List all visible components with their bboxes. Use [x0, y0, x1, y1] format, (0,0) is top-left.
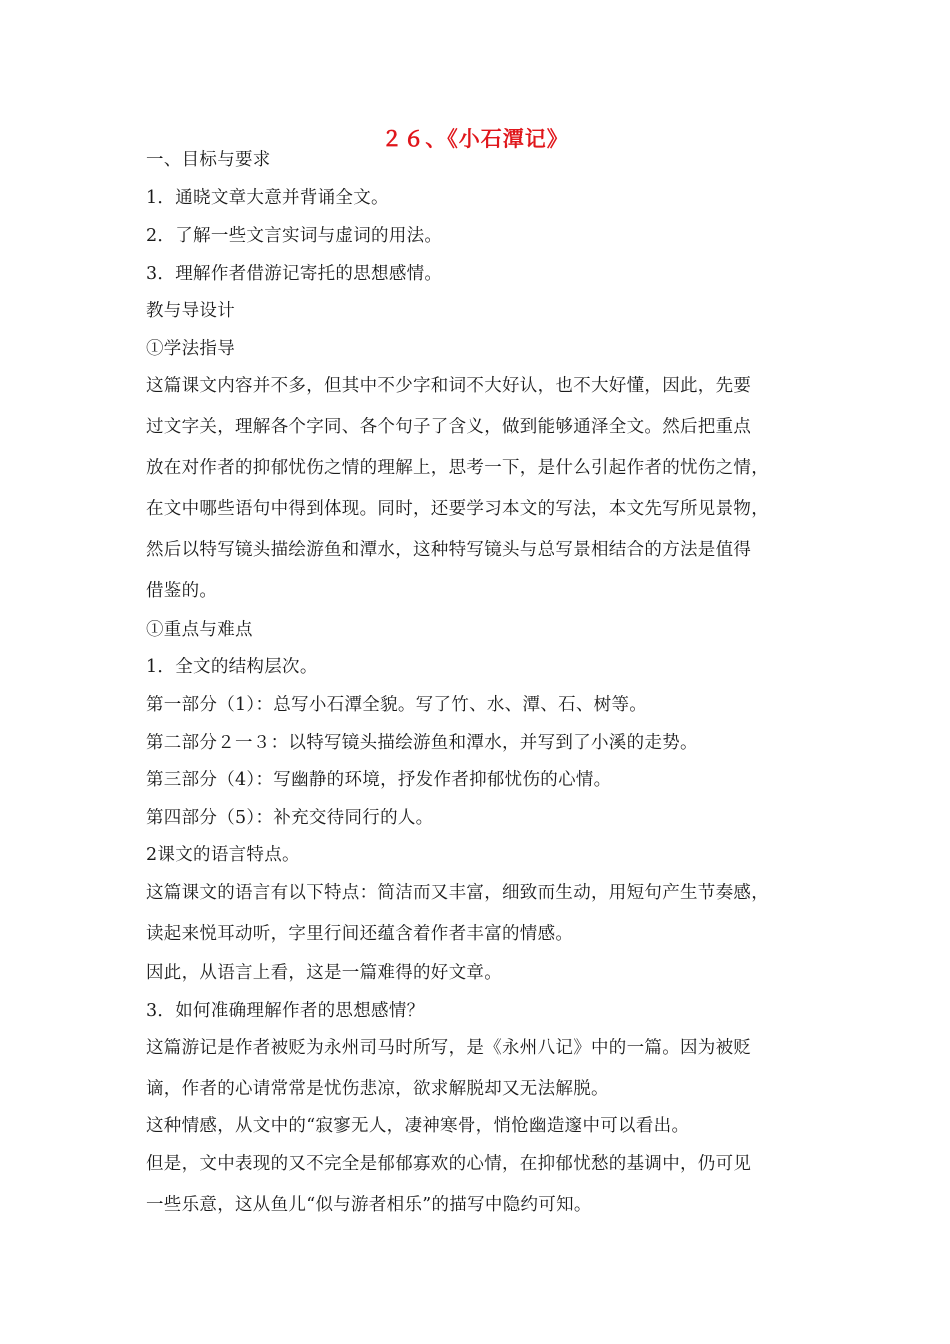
structure-line: 第一部分（1）：总写小石潭全貌。写了竹、水、潭、石、树等。 [146, 695, 648, 715]
paragraph-line: 读起来悦耳动听，字里行间还蕴含着作者丰富的情感。 [146, 924, 574, 944]
heading-method: ①学法指导 [146, 339, 235, 359]
structure-line: 第四部分（5）：补充交待同行的人。 [146, 808, 434, 828]
paragraph-line: 过文字关，理解各个字同、各个句子了含义，做到能够通泽全文。然后把重点 [146, 417, 752, 437]
paragraph-line: 这篇课文内容并不多，但其中不少字和词不大好认，也不大好懂，因此，先要 [146, 376, 752, 396]
paragraph-line: 但是，文中表现的又不完全是郁郁寡欢的心情，在抑郁忧愁的基调中，仍可见 [146, 1154, 752, 1174]
paragraph-line: 借鉴的。 [146, 581, 218, 601]
structure-line: 第二部分２一３：以特写镜头描绘游鱼和潭水，并写到了小溪的走势。 [146, 733, 698, 753]
key-point-item: 3．如何准确理解作者的思想感情？ [146, 1001, 425, 1021]
paragraph-line: 一些乐意，这从鱼儿“似与游者相乐”的描写中隐约可知。 [146, 1195, 592, 1215]
goal-item: 1．通晓文章大意并背诵全文。 [146, 188, 389, 208]
paragraph-line: 因此，从语言上看，这是一篇难得的好文章。 [146, 963, 502, 983]
structure-line: 第三部分（4）：写幽静的环境，抒发作者抑郁忧伤的心情。 [146, 770, 612, 790]
key-point-item: 2课文的语言特点。 [146, 845, 300, 865]
heading-goals: 一、目标与要求 [146, 150, 271, 170]
paragraph-line: 这篇游记是作者被贬为永州司马时所写，是《永州八记》中的一篇。因为被贬 [146, 1038, 752, 1058]
paragraph-line: 这种情感，从文中的“寂寥无人，凄神寒骨，悄怆幽造邃中可以看出。 [146, 1116, 690, 1136]
heading-key-points: ①重点与难点 [146, 620, 253, 640]
paragraph-line: 然后以特写镜头描绘游鱼和潭水，这种特写镜头与总写景相结合的方法是值得 [146, 540, 752, 560]
key-point-item: 1．全文的结构层次。 [146, 657, 318, 677]
paragraph-line: 这篇课文的语言有以下特点：简洁而又丰富，细致而生动，用短句产生节奏感， [146, 883, 769, 903]
goal-item: 2．了解一些文言实词与虚词的用法。 [146, 226, 443, 246]
heading-design: 教与导设计 [146, 301, 235, 321]
paragraph-line: 放在对作者的抑郁忧伤之情的理解上，思考一下，是什么引起作者的忧伤之情， [146, 458, 769, 478]
paragraph-line: 谪，作者的心请常常是忧伤悲凉，欲求解脱却又无法解脱。 [146, 1079, 609, 1099]
paragraph-line: 在文中哪些语句中得到体现。同时，还要学习本文的写法，本文先写所见景物， [146, 499, 769, 519]
goal-item: 3．理解作者借游记寄托的思想感情。 [146, 264, 443, 284]
document-title: ２６、《小石潭记》 [381, 126, 569, 151]
